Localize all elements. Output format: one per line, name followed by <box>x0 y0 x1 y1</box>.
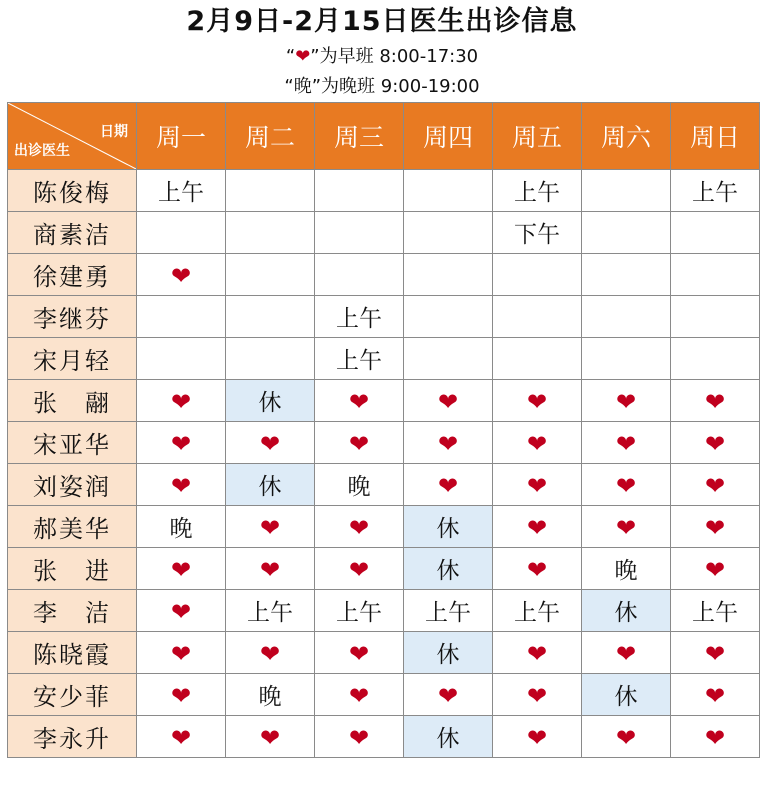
heart-icon: ❤ <box>526 723 548 752</box>
schedule-cell <box>137 716 226 758</box>
shift-text: 休 <box>614 600 638 626</box>
legend-early-shift <box>0 45 764 69</box>
schedule-cell <box>404 632 493 674</box>
schedule-cell <box>226 464 315 506</box>
doctor-name: 李继芬 <box>8 296 137 338</box>
heart-icon: ❤ <box>437 387 459 416</box>
schedule-cell <box>493 380 582 422</box>
heart-icon: ❤ <box>615 639 637 668</box>
schedule-cell <box>493 590 582 632</box>
schedule-cell <box>671 254 760 296</box>
schedule-cell <box>315 170 404 212</box>
schedule-cell <box>493 548 582 590</box>
shift-text: 晚 <box>347 474 371 500</box>
doctor-name: 刘姿润 <box>8 464 137 506</box>
schedule-table <box>7 102 760 758</box>
shift-text: 下午 <box>514 222 560 248</box>
schedule-cell <box>226 716 315 758</box>
table-row <box>8 296 760 338</box>
shift-text: 休 <box>614 684 638 710</box>
schedule-cell <box>404 464 493 506</box>
schedule-cell <box>226 632 315 674</box>
schedule-cell <box>137 422 226 464</box>
shift-text: 上午 <box>336 306 382 332</box>
schedule-cell <box>404 590 493 632</box>
schedule-cell <box>493 464 582 506</box>
doctor-name: 徐建勇 <box>8 254 137 296</box>
schedule-cell <box>493 254 582 296</box>
doctor-name: 陈晓霞 <box>8 632 137 674</box>
schedule-cell <box>137 212 226 254</box>
heart-icon: ❤ <box>615 513 637 542</box>
heart-icon: ❤ <box>526 681 548 710</box>
heart-icon: ❤ <box>170 555 192 584</box>
legend-quote-open: “ <box>285 46 296 67</box>
schedule-cell <box>315 506 404 548</box>
schedule-cell <box>493 212 582 254</box>
heart-icon: ❤ <box>704 639 726 668</box>
doctor-name: 李永升 <box>8 716 137 758</box>
heart-icon: ❤ <box>615 429 637 458</box>
schedule-cell <box>137 338 226 380</box>
table-row <box>8 338 760 380</box>
heart-icon: ❤ <box>259 723 281 752</box>
schedule-cell <box>404 674 493 716</box>
shift-text: 休 <box>258 390 282 416</box>
corner-header <box>8 103 137 170</box>
schedule-cell <box>582 254 671 296</box>
shift-text: 休 <box>436 642 460 668</box>
schedule-cell <box>493 422 582 464</box>
heart-icon: ❤ <box>348 681 370 710</box>
schedule-cell <box>493 506 582 548</box>
shift-text: 上午 <box>514 600 560 626</box>
schedule-cell <box>404 254 493 296</box>
schedule-cell <box>137 296 226 338</box>
shift-text: 休 <box>436 516 460 542</box>
heart-icon: ❤ <box>348 639 370 668</box>
schedule-body <box>8 170 760 758</box>
doctor-name: 宋月轻 <box>8 338 137 380</box>
shift-text: 上午 <box>336 600 382 626</box>
heart-icon: ❤ <box>259 513 281 542</box>
heart-icon: ❤ <box>615 723 637 752</box>
table-row <box>8 632 760 674</box>
schedule-cell <box>226 338 315 380</box>
shift-text: 上午 <box>692 180 738 206</box>
schedule-cell <box>671 590 760 632</box>
schedule-cell <box>671 338 760 380</box>
schedule-cell <box>315 716 404 758</box>
schedule-cell <box>137 170 226 212</box>
schedule-cell <box>582 674 671 716</box>
table-row <box>8 380 760 422</box>
schedule-cell <box>137 254 226 296</box>
schedule-cell <box>226 296 315 338</box>
schedule-cell <box>671 548 760 590</box>
day-header: 周三 <box>315 103 404 170</box>
schedule-cell <box>226 590 315 632</box>
table-row <box>8 254 760 296</box>
schedule-cell <box>671 296 760 338</box>
heart-icon: ❤ <box>170 681 192 710</box>
table-row <box>8 506 760 548</box>
heart-icon: ❤ <box>704 555 726 584</box>
schedule-cell <box>137 590 226 632</box>
schedule-cell <box>137 464 226 506</box>
heart-icon: ❤ <box>704 471 726 500</box>
heart-icon: ❤ <box>259 639 281 668</box>
heart-icon: ❤ <box>295 46 311 67</box>
schedule-cell <box>226 170 315 212</box>
heart-icon: ❤ <box>704 513 726 542</box>
schedule-cell <box>493 716 582 758</box>
schedule-cell <box>226 212 315 254</box>
schedule-cell <box>671 464 760 506</box>
schedule-cell <box>493 338 582 380</box>
schedule-cell <box>315 464 404 506</box>
schedule-cell <box>404 716 493 758</box>
shift-text: 晚 <box>169 516 193 542</box>
schedule-cell <box>582 422 671 464</box>
heart-icon: ❤ <box>348 513 370 542</box>
doctor-name: 安少菲 <box>8 674 137 716</box>
schedule-cell <box>671 170 760 212</box>
schedule-cell <box>671 422 760 464</box>
heart-icon: ❤ <box>704 681 726 710</box>
doctor-name: 郝美华 <box>8 506 137 548</box>
page-title: 2月9日-2月15日医生出诊信息 <box>186 6 578 37</box>
shift-text: 上午 <box>247 600 293 626</box>
legend-late-shift: “晚”为晚班 9:00-19:00 <box>284 76 480 97</box>
heart-icon: ❤ <box>437 681 459 710</box>
day-header: 周五 <box>493 103 582 170</box>
schedule-cell <box>315 632 404 674</box>
day-header: 周二 <box>226 103 315 170</box>
heart-icon: ❤ <box>348 387 370 416</box>
shift-text: 休 <box>258 474 282 500</box>
schedule-cell <box>582 590 671 632</box>
table-row <box>8 716 760 758</box>
schedule-cell <box>582 296 671 338</box>
heart-icon: ❤ <box>348 429 370 458</box>
day-header: 周日 <box>671 103 760 170</box>
schedule-cell <box>315 422 404 464</box>
schedule-cell <box>582 632 671 674</box>
heart-icon: ❤ <box>348 723 370 752</box>
heart-icon: ❤ <box>348 555 370 584</box>
schedule-cell <box>226 422 315 464</box>
schedule-cell <box>671 506 760 548</box>
heart-icon: ❤ <box>704 429 726 458</box>
legend-quote-close: ” <box>310 46 320 67</box>
heart-icon: ❤ <box>615 471 637 500</box>
corner-doctor-label: 出诊医生 <box>14 143 70 159</box>
heart-icon: ❤ <box>615 387 637 416</box>
table-row <box>8 170 760 212</box>
schedule-cell <box>582 170 671 212</box>
heart-icon: ❤ <box>437 429 459 458</box>
schedule-cell <box>315 338 404 380</box>
shift-text: 上午 <box>158 180 204 206</box>
schedule-cell <box>226 254 315 296</box>
schedule-cell <box>315 296 404 338</box>
schedule-cell <box>226 506 315 548</box>
heart-icon: ❤ <box>526 555 548 584</box>
schedule-cell <box>137 548 226 590</box>
schedule-cell <box>671 716 760 758</box>
schedule-cell <box>404 170 493 212</box>
schedule-cell <box>226 674 315 716</box>
schedule-cell <box>137 506 226 548</box>
heart-icon: ❤ <box>526 387 548 416</box>
schedule-cell <box>137 380 226 422</box>
schedule-cell <box>315 212 404 254</box>
schedule-cell <box>226 380 315 422</box>
shift-text: 上午 <box>425 600 471 626</box>
schedule-cell <box>671 212 760 254</box>
shift-text: 休 <box>436 558 460 584</box>
schedule-cell <box>582 506 671 548</box>
shift-text: 上午 <box>514 180 560 206</box>
heart-icon: ❤ <box>170 639 192 668</box>
heart-icon: ❤ <box>170 387 192 416</box>
schedule-cell <box>404 338 493 380</box>
legend-early-text: 为早班 8:00-17:30 <box>319 46 479 67</box>
schedule-cell <box>582 380 671 422</box>
table-row <box>8 212 760 254</box>
schedule-cell <box>582 716 671 758</box>
heart-icon: ❤ <box>704 387 726 416</box>
schedule-cell <box>493 296 582 338</box>
schedule-cell <box>315 590 404 632</box>
doctor-name: 商素洁 <box>8 212 137 254</box>
shift-text: 上午 <box>336 348 382 374</box>
schedule-cell <box>493 170 582 212</box>
heart-icon: ❤ <box>526 429 548 458</box>
day-header: 周一 <box>137 103 226 170</box>
schedule-cell <box>315 380 404 422</box>
heart-icon: ❤ <box>170 471 192 500</box>
schedule-cell <box>315 548 404 590</box>
schedule-cell <box>582 464 671 506</box>
shift-text: 晚 <box>614 558 638 584</box>
schedule-cell <box>404 380 493 422</box>
doctor-name: 宋亚华 <box>8 422 137 464</box>
heart-icon: ❤ <box>526 471 548 500</box>
table-row <box>8 674 760 716</box>
schedule-cell <box>493 632 582 674</box>
schedule-cell <box>137 632 226 674</box>
table-row <box>8 464 760 506</box>
schedule-cell <box>404 296 493 338</box>
heart-icon: ❤ <box>437 471 459 500</box>
doctor-name: 陈俊梅 <box>8 170 137 212</box>
corner-date-label: 日期 <box>100 124 128 140</box>
heart-icon: ❤ <box>526 513 548 542</box>
heart-icon: ❤ <box>259 555 281 584</box>
schedule-cell <box>582 212 671 254</box>
table-row <box>8 548 760 590</box>
schedule-cell <box>315 254 404 296</box>
schedule-cell <box>226 548 315 590</box>
day-header: 周六 <box>582 103 671 170</box>
doctor-name: 李 洁 <box>8 590 137 632</box>
heart-icon: ❤ <box>170 429 192 458</box>
schedule-cell <box>671 674 760 716</box>
doctor-name: 张 进 <box>8 548 137 590</box>
table-row <box>8 422 760 464</box>
schedule-cell <box>404 422 493 464</box>
heart-icon: ❤ <box>704 723 726 752</box>
schedule-cell <box>404 506 493 548</box>
heart-icon: ❤ <box>170 597 192 626</box>
shift-text: 上午 <box>692 600 738 626</box>
heart-icon: ❤ <box>170 261 192 290</box>
schedule-cell <box>582 338 671 380</box>
schedule-cell <box>582 548 671 590</box>
heart-icon: ❤ <box>259 429 281 458</box>
shift-text: 晚 <box>258 684 282 710</box>
schedule-cell <box>671 632 760 674</box>
table-row <box>8 590 760 632</box>
schedule-cell <box>137 674 226 716</box>
schedule-cell <box>404 548 493 590</box>
schedule-cell <box>404 212 493 254</box>
schedule-cell <box>315 674 404 716</box>
schedule-cell <box>493 674 582 716</box>
heart-icon: ❤ <box>170 723 192 752</box>
day-header: 周四 <box>404 103 493 170</box>
schedule-cell <box>671 380 760 422</box>
header-row <box>8 103 760 170</box>
shift-text: 休 <box>436 726 460 752</box>
heart-icon: ❤ <box>526 639 548 668</box>
doctor-name: 张 翮 <box>8 380 137 422</box>
